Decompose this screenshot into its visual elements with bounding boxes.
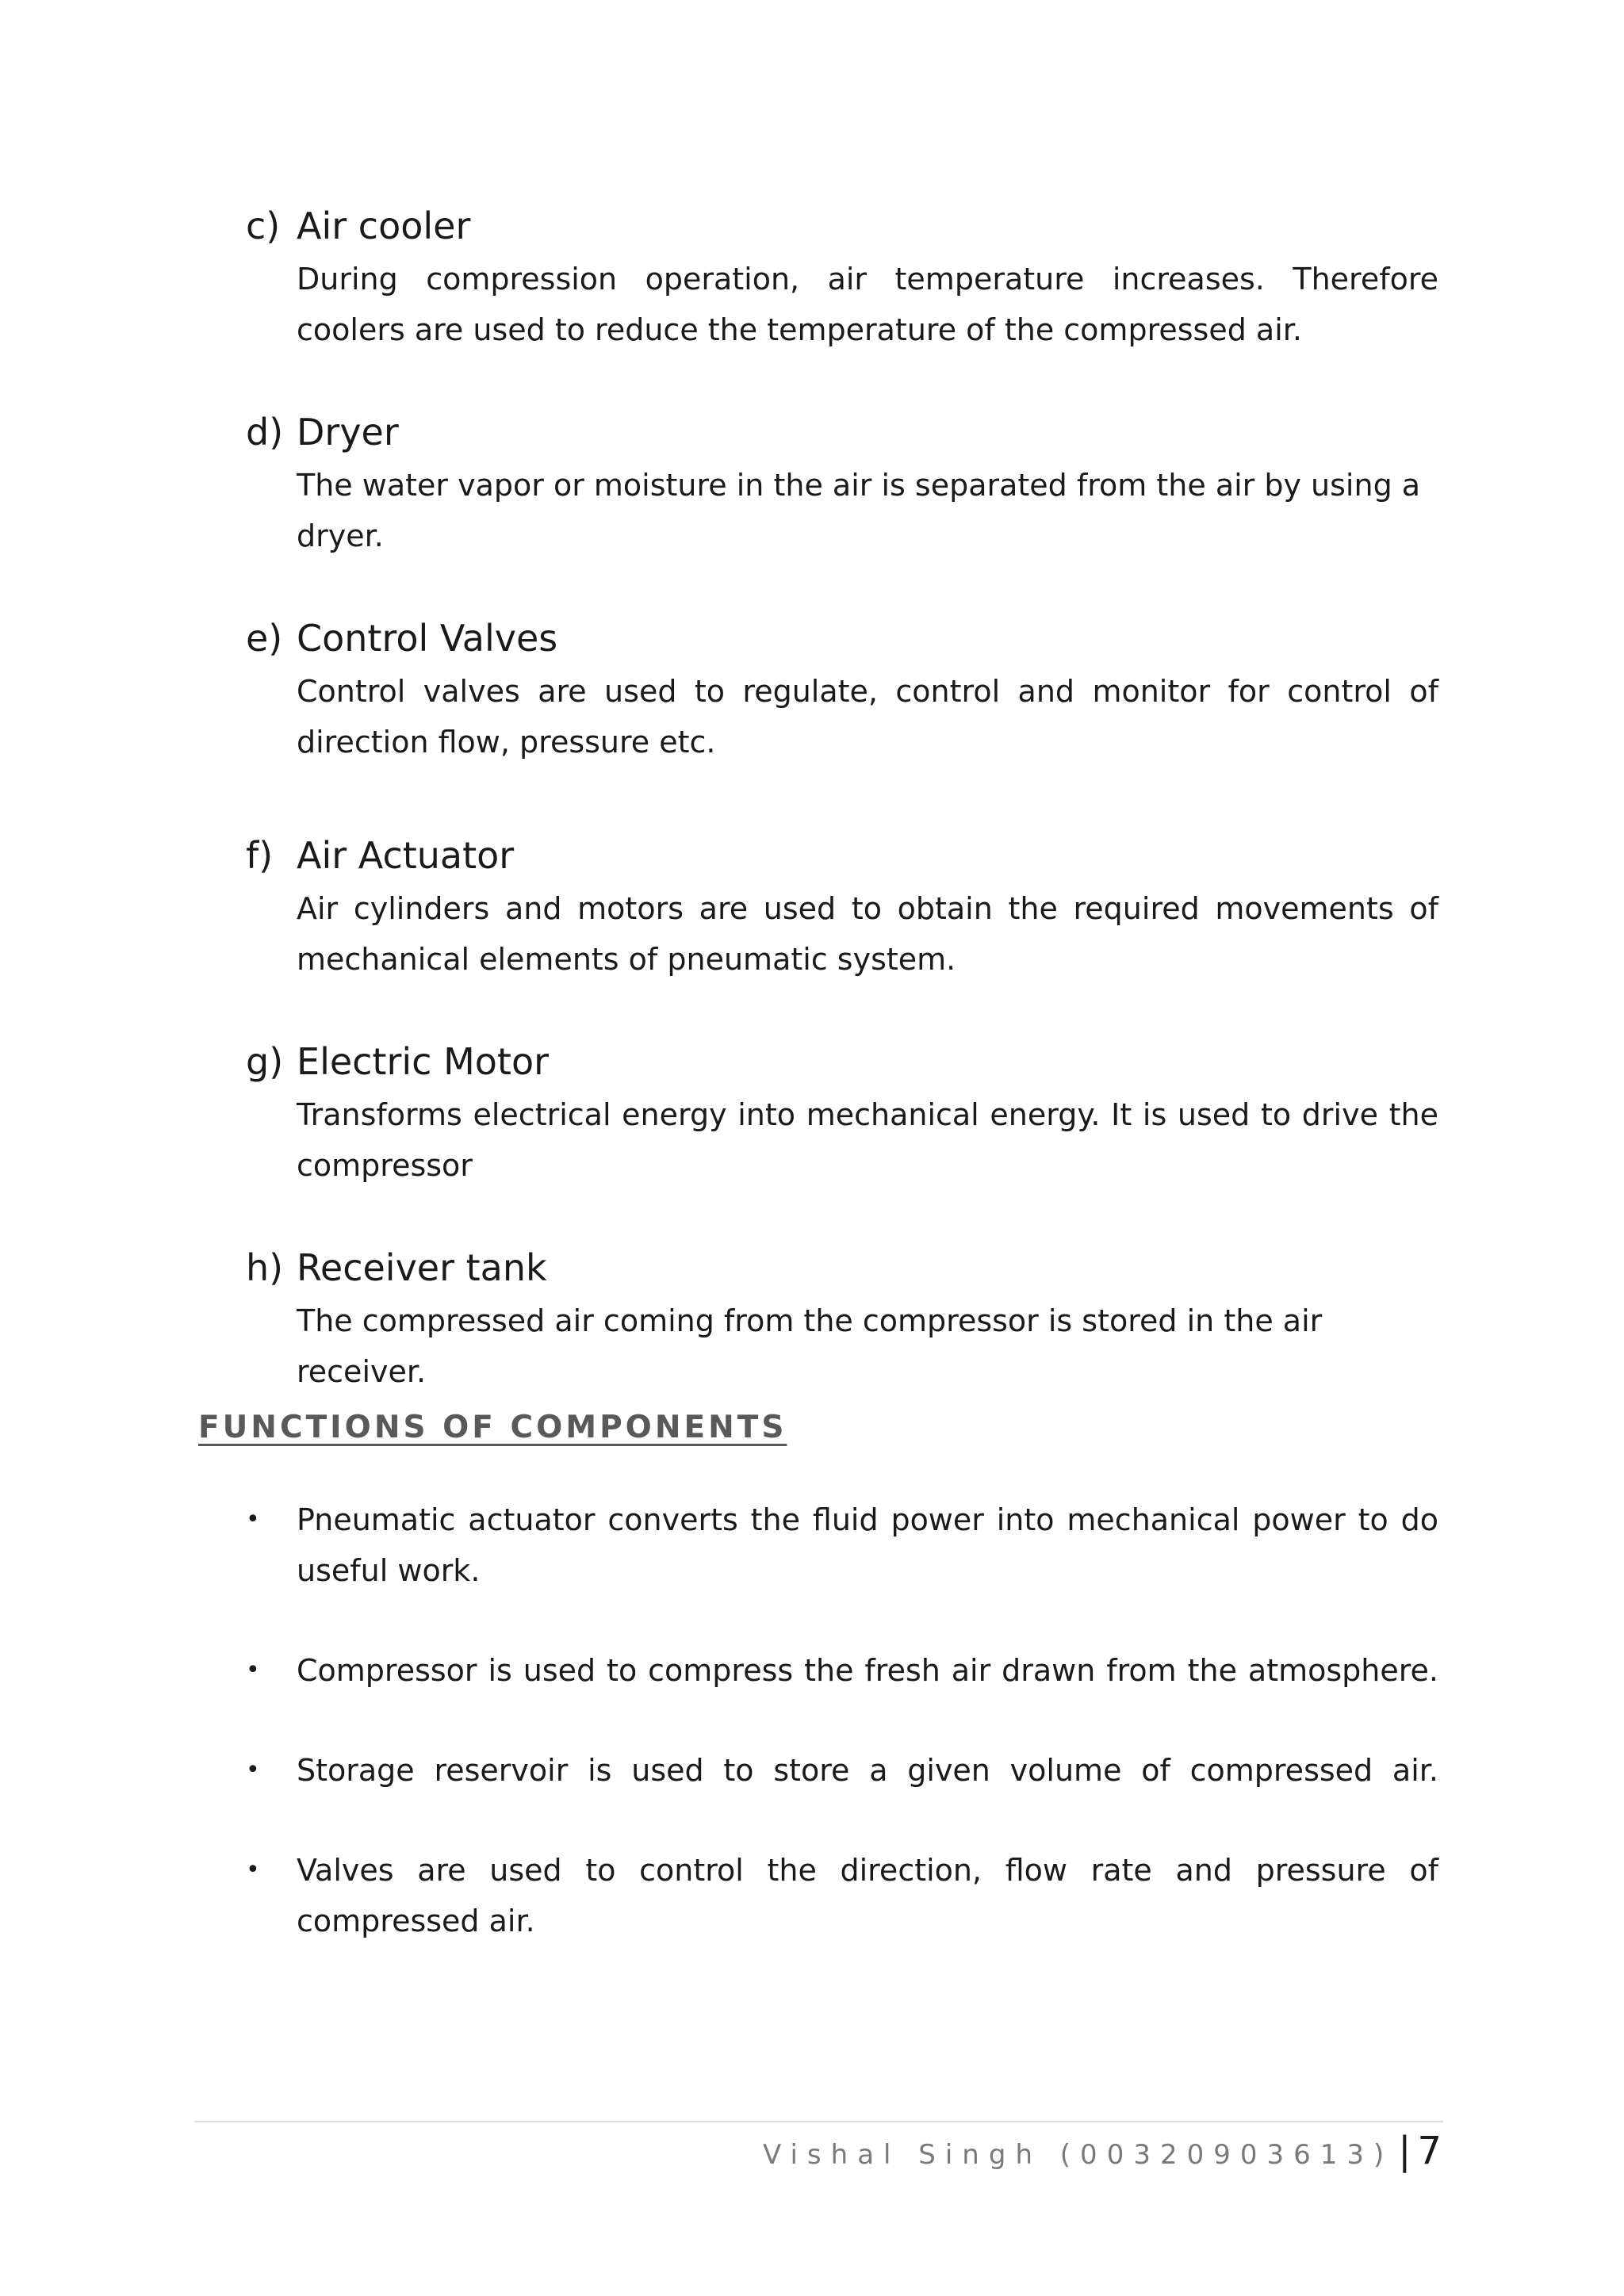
component-description: Transforms electrical energy into mechanical energy. It is used to drive the compressor bbox=[297, 1097, 1438, 1183]
list-item bbox=[246, 1845, 1438, 1946]
component-title: Receiver tank bbox=[297, 1246, 547, 1289]
component-air-cooler bbox=[246, 198, 1438, 355]
functions-list bbox=[246, 1494, 1438, 1946]
component-letter: e) bbox=[246, 617, 283, 660]
footer-author: Vishal Singh (00320903613) bbox=[762, 2139, 1394, 2171]
component-letter: h) bbox=[246, 1246, 284, 1289]
bullet-icon: • bbox=[246, 1856, 260, 1884]
list-item bbox=[246, 1645, 1438, 1696]
component-dryer bbox=[246, 404, 1435, 561]
list-item-text: Storage reservoir is used to store a given volume of compressed air. bbox=[297, 1753, 1438, 1788]
page-footer bbox=[763, 2129, 1442, 2173]
component-title: Air Actuator bbox=[297, 834, 515, 877]
component-title: Control Valves bbox=[297, 617, 558, 660]
bullet-icon: • bbox=[246, 1756, 260, 1784]
component-title: Electric Motor bbox=[297, 1040, 550, 1083]
component-heading bbox=[246, 610, 1435, 666]
component-letter: d) bbox=[246, 411, 284, 453]
component-heading bbox=[246, 1240, 1435, 1295]
component-letter: g) bbox=[246, 1040, 284, 1083]
list-item-text: Valves are used to control the direction, flow rate and pressure of compressed air. bbox=[297, 1853, 1438, 1938]
list-item-text: Compressor is used to compress the fresh air drawn from the atmosphere. bbox=[297, 1653, 1438, 1688]
component-description: During compression operation, air temperature increases. Therefore coolers are used to reduce the temperature of the compressed air. bbox=[297, 262, 1438, 347]
component-title: Dryer bbox=[297, 411, 399, 453]
component-title: Air cooler bbox=[297, 205, 471, 247]
component-letter: f) bbox=[246, 834, 274, 877]
bullet-icon: • bbox=[246, 1506, 260, 1533]
component-heading bbox=[246, 1034, 1435, 1089]
list-item bbox=[246, 1494, 1438, 1596]
bullet-icon: • bbox=[246, 1656, 260, 1684]
section-heading-functions: FUNCTIONS OF COMPONENTS bbox=[198, 1410, 787, 1445]
list-item bbox=[246, 1745, 1438, 1796]
component-description: The water vapor or moisture in the air is separated from the air by using a dryer. bbox=[297, 468, 1421, 553]
component-description: Air cylinders and motors are used to obtain the required movements of mechanical elements of pneumatic system. bbox=[297, 891, 1438, 977]
footer-separator: | bbox=[1398, 2129, 1411, 2173]
component-heading bbox=[246, 198, 1435, 254]
component-letter: c) bbox=[246, 205, 281, 247]
page-number: 7 bbox=[1417, 2129, 1442, 2173]
component-receiver-tank bbox=[246, 1240, 1435, 1397]
component-heading bbox=[246, 404, 1435, 460]
component-electric-motor bbox=[246, 1034, 1438, 1191]
component-heading bbox=[246, 828, 1435, 883]
component-description: Control valves are used to regulate, control and monitor for control of direction flow, pressure etc. bbox=[297, 674, 1438, 760]
components-list bbox=[246, 198, 1438, 1397]
footer-divider bbox=[194, 2121, 1443, 2122]
component-description: The compressed air coming from the compressor is stored in the air receiver. bbox=[297, 1303, 1323, 1389]
list-item-text: Pneumatic actuator converts the fluid power into mechanical power to do useful work. bbox=[297, 1502, 1438, 1588]
component-air-actuator bbox=[246, 828, 1438, 985]
component-control-valves bbox=[246, 610, 1438, 767]
